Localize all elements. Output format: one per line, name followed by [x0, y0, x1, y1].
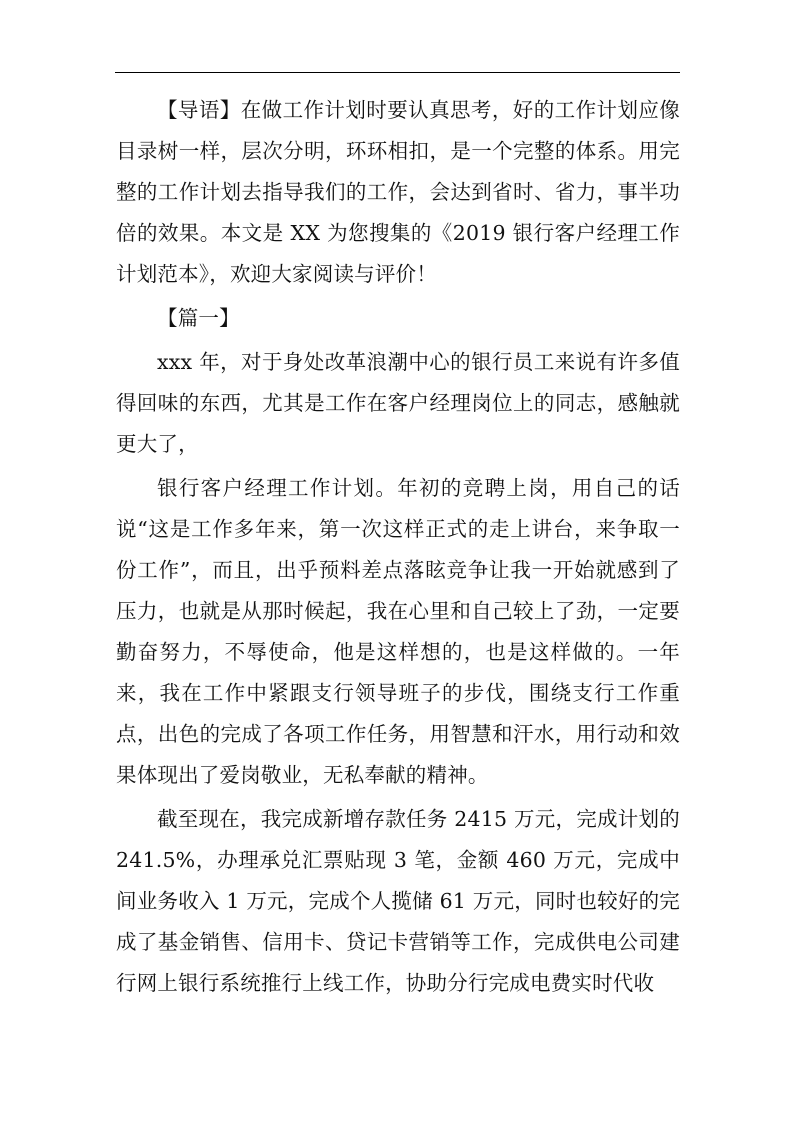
header-rule [115, 72, 680, 73]
body-paragraph-1: xxx 年，对于身处改革浪潮中心的银行员工来说有许多值得回味的东西，尤其是工作在客户经理岗位上的同志，感触就更大了， [116, 350, 680, 456]
document-body [116, 90, 680, 1004]
body-paragraph-2: 银行客户经理工作计划。年初的竞聘上岗，用自己的话说“这是工作多年来，第一次这样正式的走上讲台，来争取一份工作”，而且，出乎预料差点落眩竞争让我一开始就感到了压力，也就是从那时候起，我在心里和自己较上了劲，一定要勤奋努力，不辱使命，他是这样想的，也是这样做的。一年来，我在工作中紧跟支行领导班子的步伐，围绕支行工作重点，出色的完成了各项工作任务，用智慧和汗水，用行动和效果体现出了爱岗敬业，无私奉献的精神。 [116, 476, 680, 787]
body-paragraph-3: 截至现在，我完成新增存款任务 2415 万元，完成计划的241.5%，办理承兑汇票贴现 3 笔，金额 460 万元，完成中间业务收入 1 万元，完成个人揽储 61 万元，同时也较好的完成了基金销售、信用卡、贷记卡营销等工作，完成供电公司建行网上银行系统推行上线工作，协助分行完成电费实时代收 [116, 807, 680, 995]
intro-paragraph: 【导语】在做工作计划时要认真思考，好的工作计划应像目录树一样，层次分明，环环相扣，是一个完整的体系。用完整的工作计划去指导我们的工作，会达到省时、省力，事半功倍的效果。本文是 XX 为您搜集的《2019 银行客户经理工作计划范本》，欢迎大家阅读与评价！ [116, 98, 680, 286]
section-heading: 【篇一】 [157, 306, 240, 330]
